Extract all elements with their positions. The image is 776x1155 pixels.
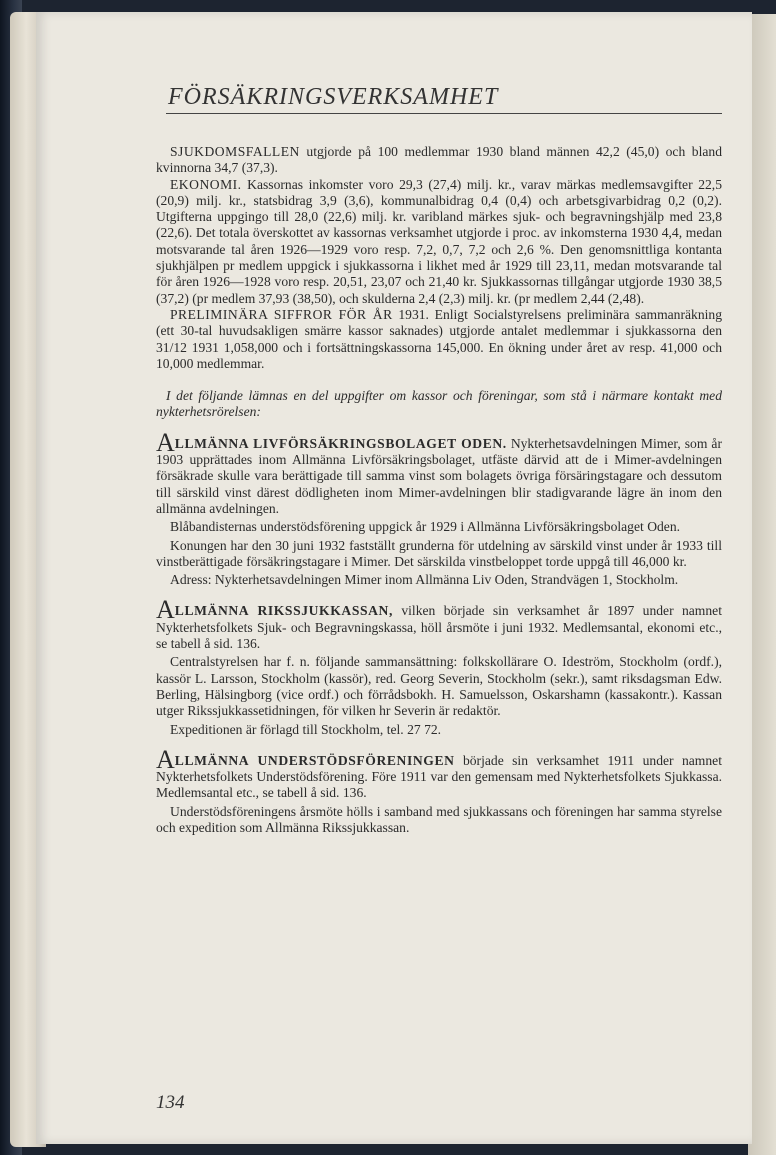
oden-paragraph: Blåbandisternas understödsförening uppgick år 1929 i Allmänna Livförsäkringsbolaget Oden. (170, 519, 681, 535)
header-rule (166, 113, 722, 114)
understodsforeningen-paragraph: Understödsföreningens årsmöte hölls i samband med sjukkassans och föreningen har samma styrelse och expedition som Allmänna Rikssjukkassan. (156, 803, 722, 835)
paragraph-sjukdomsfallen: SJUKDOMSFALLEN utgjorde på 100 medlemmar 1930 bland männen 42,2 (45,0) och bland kvinnorna 34,7 (37,3). (156, 144, 722, 176)
book-page (36, 12, 752, 1144)
rikssjukkassan-paragraph: Expeditionen är förlagd till Stockholm, tel. 27 72. (170, 721, 442, 737)
paragraph-ekonomi: EKONOMI. Kassornas inkomster voro 29,3 (27,4) milj. kr., varav märkas medlemsavgifter 22,5 (20,9) milj. kr., statsbidrag 3,9 (3,6), kommunalbidrag 0,4 (0,4) och arbetsgivarbidrag 0,2 (0,2). Utgifterna uppgingo till 28,0 (22,6) milj. kr. varibland märkes sjuk- och begravningshjälp med 23,8 (22,6). Det totala överskottet av kassornas verksamhet utgjorde i proc. av inkomsterna 1930 4,4, medan motsvarande tal åren 1926—1929 voro resp. 7,2, 0,7, 7,2 och 2,6 %. Den genomsnittliga kontanta sjukhjälpen pr medlem uppgick i sjukkassorna i likhet med år 1929 till 23,11, medan motsvarande tal för åren 1926—1928 voro resp. 20,51, 23,07 och 21,40 kr. Sjukkassornas tillgångar utgjorde 1930 38,5 (37,2) (pr medlem 37,93 (38,50), och skulderna 2,4 (2,3) milj. kr. (pr medlem 2,44 (2,48). (156, 176, 722, 306)
next-page-edge (748, 14, 776, 1155)
section-rikssjukkassan: ALLMÄNNA RIKSSJUKKASSAN, vilken började sin verksamhet år 1897 under namnet Nykterhetsfolkets Sjuk- och Begravningskassa, höll årsmöte i juni 1932. Medlemsantal, ekonomi etc., se tabell å sid. 136. (156, 595, 722, 652)
section-oden: ALLMÄNNA LIVFÖRSÄKRINGSBOLAGET ODEN. Nykterhetsavdelningen Mimer, som år 1903 upprättades inom Allmänna Livförsäkringsbolaget, utfäste därvid att de i Mimer-avdelningen försäkrade skulle vara berättigade till samma vinst som bolagets övriga försäringstagare och dessutom till särskild vinst därest dödligheten inom Mimer-avdelningen blir stadigvarande lägre än inom den allmänna avdelningen. (156, 427, 722, 516)
page-number: 134 (156, 1092, 185, 1113)
page-body (156, 144, 722, 836)
paragraph-preliminara: PRELIMINÄRA SIFFROR FÖR ÅR 1931. Enligt Socialstyrelsens preliminära sammanräkning (ett 30-tal huvudsakligen smärre kassor saknades) utgjorde antalet medlemmar i sjukkassorna den 31/12 1931 1,058,000 och i fortsättningskassorna 145,000. En ökning under året av resp. 41,000 och 10,000 medlemmar. (156, 306, 722, 371)
oden-paragraph: Konungen har den 30 juni 1932 fastställt grunderna för utdelning av särskild vinst under år 1933 till vinstberättigade försäkringstagare i Mimer. Det särskilda vinstbeloppet torde uppgå till 46,000 kr. (156, 537, 722, 569)
intro-text: I det följande lämnas en del uppgifter om kassor och föreningar, som stå i närmare kontakt med nykterhetsrörelsen: (156, 388, 722, 420)
oden-paragraph: Adress: Nykterhetsavdelningen Mimer inom Allmänna Liv Oden, Strandvägen 1, Stockholm. (170, 572, 679, 588)
page-header: FÖRSÄKRINGSVERKSAMHET (168, 84, 499, 110)
rikssjukkassan-paragraph: Centralstyrelsen har f. n. följande sammansättning: folkskollärare O. Ideström, Stockholm (ordf.), kassör L. Larsson, Stockholm (kassör), red. Georg Severin, Stockholm (sekr.), samt riksdagsman Edw. Berling, Hälsingborg (vice ordf.) och förrådsbokh. H. Samuelsson, Oskarshamn (kassakontr.). Kassan utger Rikssjukkassetidningen, för vilken hr Severin är redaktör. (156, 654, 722, 719)
section-understodsforeningen: ALLMÄNNA UNDERSTÖDSFÖRENINGEN började sin verksamhet 1911 under namnet Nykterhetsfolkets Understödsförening. Före 1911 var den gemensam med Nykterhetsfolkets Sjukkassa. Medlemsantal etc., se tabell å sid. 136. (156, 744, 722, 801)
